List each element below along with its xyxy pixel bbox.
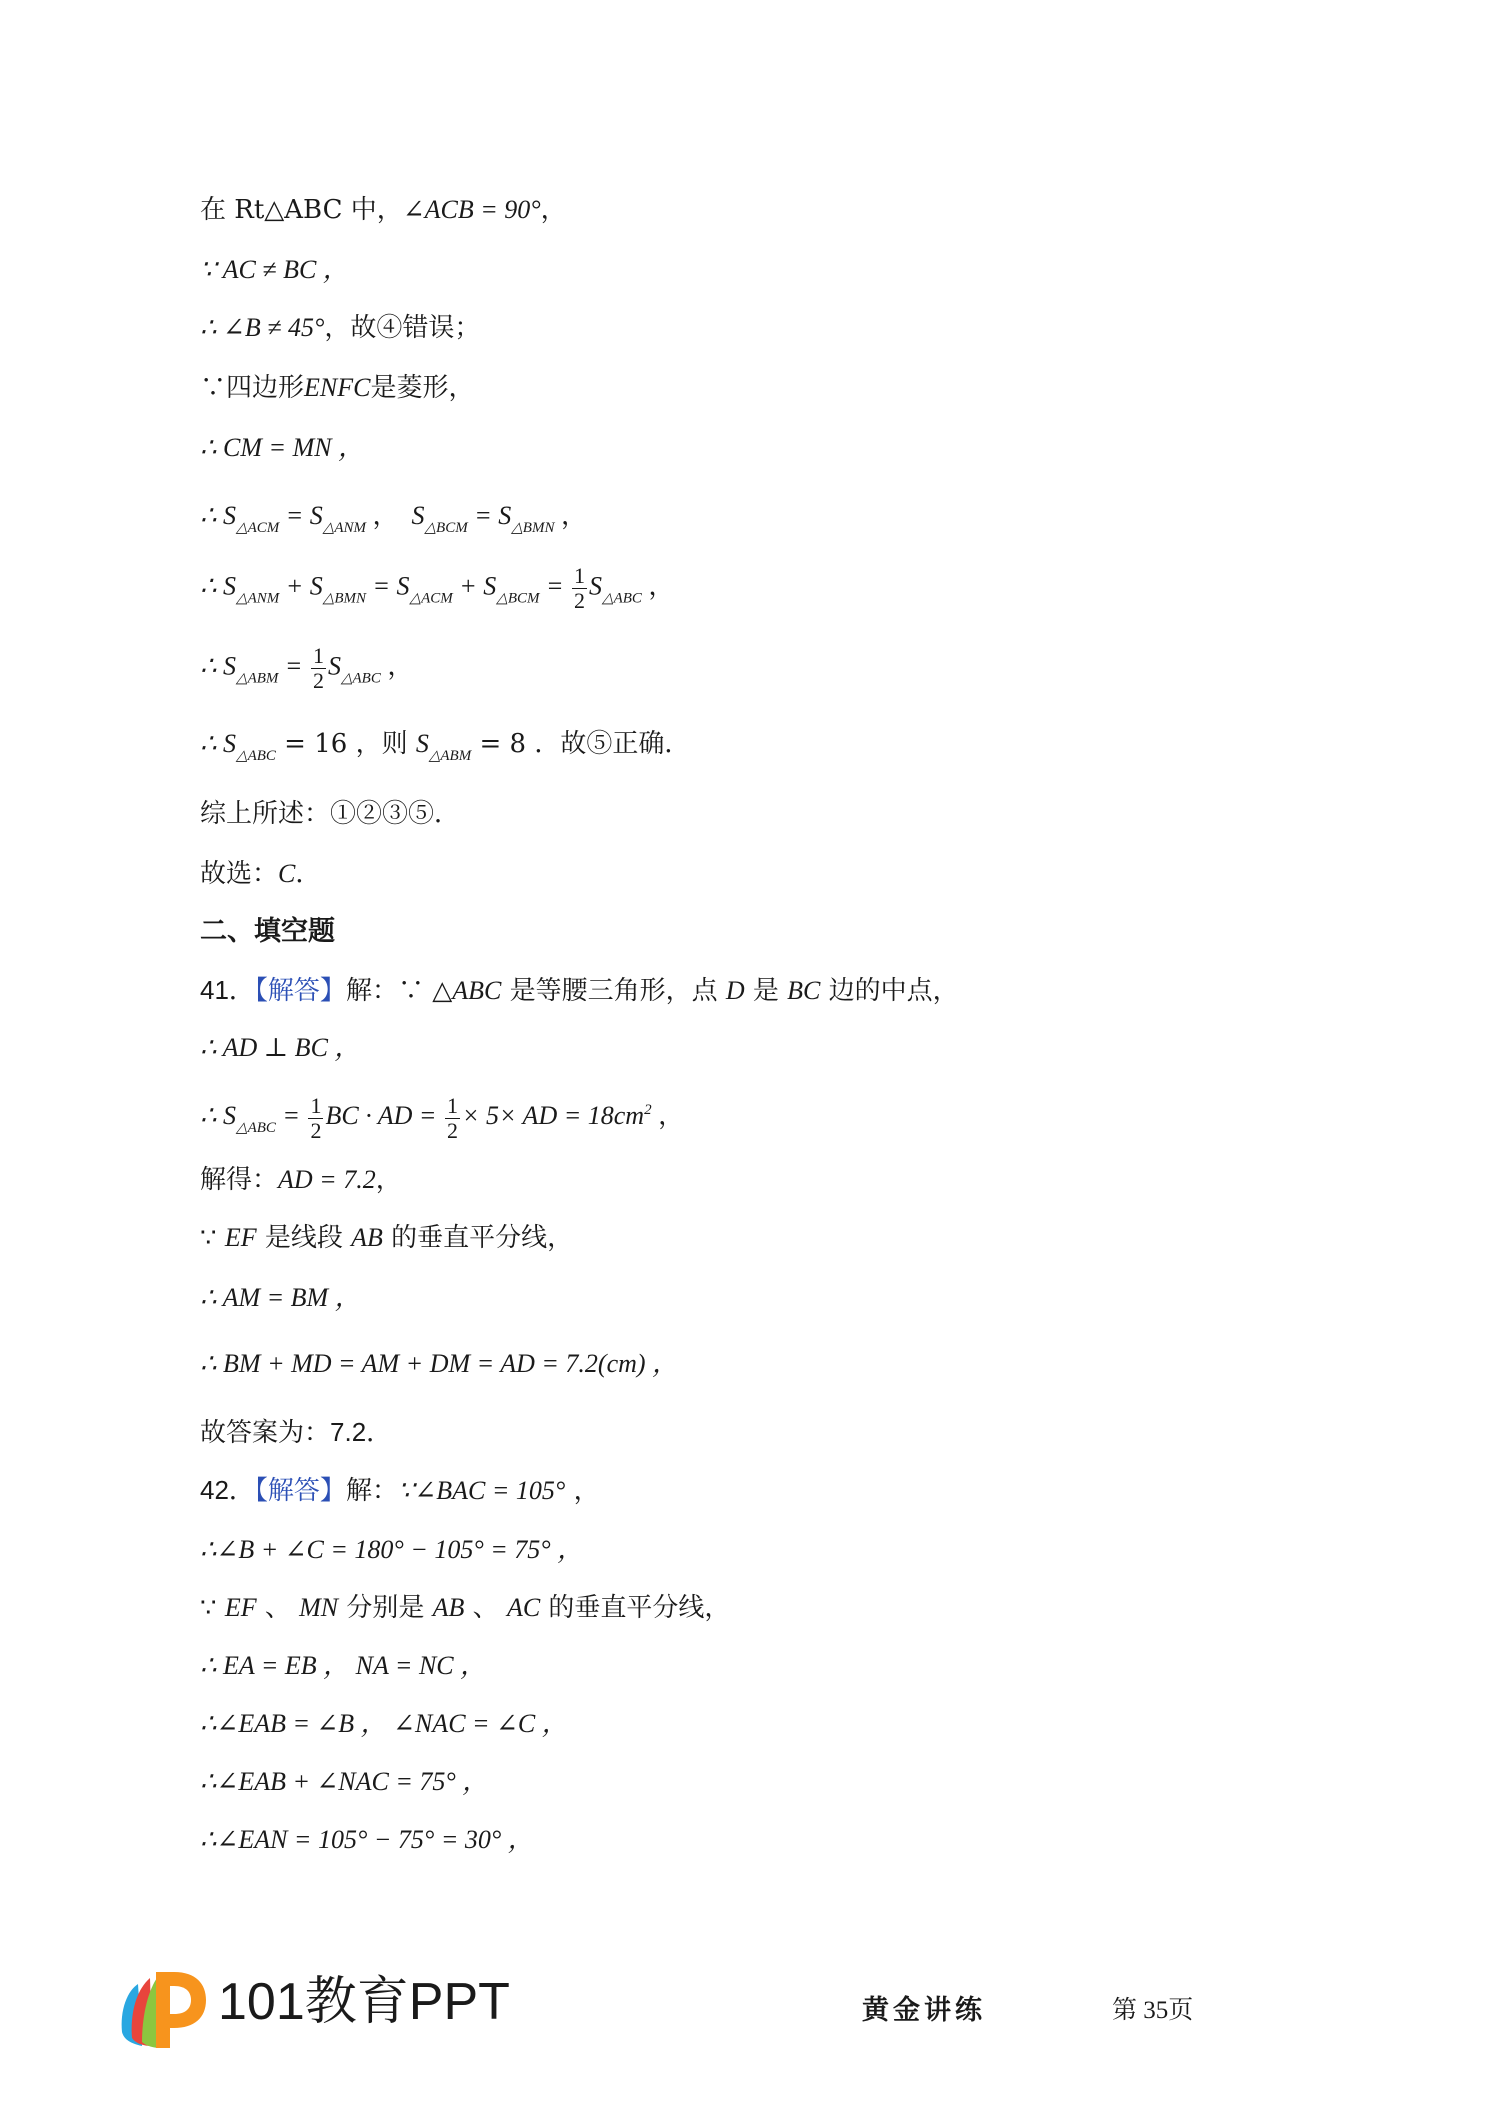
- math: AC: [506, 1593, 541, 1622]
- text: 的垂直平分线，: [382, 1223, 574, 1253]
- math: AB: [351, 1223, 383, 1252]
- text: ，: [375, 1165, 402, 1195]
- q42-intro: [200, 1472, 600, 1509]
- q41-solve: [200, 1162, 402, 1198]
- answer-tag: 【解答】: [254, 976, 346, 1006]
- line-area-sum: ∴ $S_{\triangle ANM} + S_{\triangle BMN} = S_{\triangle ACM} + S_{\triangle BCM}$ = $\frac{1}{2}$ $S_{\triangle ABC}$ ，: [200, 563, 675, 613]
- math: △ABC: [432, 976, 502, 1005]
- math: D: [725, 976, 745, 1005]
- line-cm-mn: ∴ CM = MN ，: [200, 433, 365, 462]
- q42-equal-angles: ∴∠EAB = ∠B ， ∠NAC = ∠C ，: [200, 1709, 568, 1738]
- q42-ean: ∴∠EAN = 105° − 75° = 30° ，: [200, 1825, 534, 1854]
- answer-value: 7.2．: [330, 1417, 393, 1447]
- line-area-equal: ∴ $S_{\triangle ACM} = S_{\triangle ANM}$ ， $S_{\triangle BCM} = S_{\triangle BMN}$ ，: [200, 501, 587, 536]
- text: 边的中点，: [820, 976, 959, 1006]
- text: 、: [256, 1593, 300, 1623]
- line-summary: 综上所述：①②③⑤．: [200, 799, 461, 829]
- q42-angle-sum: ∴∠B + ∠C = 180° − 105° = 75° ，: [200, 1535, 584, 1564]
- math: EF: [224, 1223, 257, 1252]
- math: ENFC: [304, 373, 371, 402]
- q41-intro: [200, 972, 959, 1009]
- footer-title: 黄金讲练: [862, 1995, 986, 2026]
- math: ∠ACB = 90°: [402, 195, 541, 224]
- text: = 8 ．故⑤正确．: [471, 729, 691, 759]
- question-number: 41．: [200, 975, 255, 1005]
- line-area-values: ∴ $S_{\triangle ABC} = 16$ ，则 $S_{\triangle ABM} = 8$ ．故⑤正确．: [200, 729, 691, 764]
- math: BC: [787, 976, 821, 1005]
- answer-tag: 【解答】: [254, 1476, 346, 1506]
- text: 在 Rt△ABC 中，: [200, 195, 403, 225]
- brand-name: 101教育PPT: [218, 1973, 510, 2031]
- line-b-ne-45: [200, 310, 480, 346]
- q41-bisector: [200, 1220, 573, 1256]
- text: ．: [295, 859, 322, 889]
- math: EF: [224, 1593, 257, 1622]
- text: 是线段: [256, 1223, 352, 1253]
- fraction-half: $\frac{1}{2}$: [446, 1092, 458, 1143]
- math: ∴ ∠B ≠ 45°: [200, 313, 325, 342]
- fraction-half: $\frac{1}{2}$: [312, 643, 324, 693]
- line-abm-half: ∴ $S_{\triangle ABM}$ = $\frac{1}{2}$ $S_{\triangle ABC}$ ，: [200, 643, 414, 693]
- q42-bisectors: [200, 1590, 730, 1626]
- line-rhombus: [200, 370, 474, 406]
- text: ，: [540, 195, 567, 225]
- brand-logo: [112, 1962, 208, 2050]
- math: AD = 7.2: [278, 1165, 376, 1194]
- q41-perpendicular: ∴ AD ⊥ BC ，: [200, 1033, 361, 1062]
- text: ，故④错误；: [324, 313, 481, 343]
- q41-area-formula: ∴ $S_{\triangle ABC}$ = $\frac{1}{2}$ BC · AD = $\frac{1}{2}$ × 5× AD = $18cm^2$ ，: [200, 1092, 685, 1143]
- text: = 16 ，则: [275, 729, 416, 759]
- text: ∵四边形: [200, 373, 305, 403]
- math: ∵∠BAC = 105°: [397, 1476, 566, 1505]
- text: 故选：: [200, 859, 279, 889]
- text: 故答案为：: [200, 1418, 331, 1448]
- math: MN: [299, 1593, 339, 1622]
- q42-equal-segments: ∴ EA = EB ， NA = NC ，: [200, 1651, 487, 1680]
- text: 、: [464, 1593, 507, 1623]
- fraction-half: $\frac{1}{2}$: [310, 1092, 322, 1143]
- q41-sum: ∴ BM + MD = AM + DM = AD = 7.2(cm) ，: [200, 1349, 679, 1378]
- line-choose: [200, 856, 321, 892]
- line-right-angle: [200, 192, 567, 228]
- text: 的垂直平分线，: [540, 1593, 731, 1623]
- q41-am-bm: ∴ AM = BM ，: [200, 1283, 361, 1312]
- text: 解：: [345, 1476, 398, 1506]
- question-number: 42．: [200, 1475, 255, 1505]
- text: 是等腰三角形，点: [501, 976, 726, 1006]
- text: ，: [565, 1476, 600, 1506]
- section-heading: 二、填空题: [200, 916, 335, 947]
- page-number: 第 35页: [1112, 1997, 1194, 2024]
- text: ∵: [200, 1593, 225, 1623]
- math: AB: [432, 1593, 465, 1622]
- q41-answer: [200, 1414, 392, 1451]
- math: C: [278, 859, 296, 888]
- fraction-half: $\frac{1}{2}$: [574, 563, 586, 613]
- text: 分别是: [338, 1593, 433, 1623]
- text: 解得：: [200, 1165, 279, 1195]
- math: ∴: [200, 729, 224, 758]
- line-ac-ne-bc: ∵ AC ≠ BC ，: [200, 255, 349, 284]
- text: 是: [744, 976, 788, 1006]
- text: 解：∵: [345, 976, 433, 1006]
- text: ∵: [200, 1223, 225, 1253]
- q42-angle-total: ∴∠EAB + ∠NAC = 75° ，: [200, 1767, 489, 1796]
- text: 是菱形，: [370, 373, 475, 403]
